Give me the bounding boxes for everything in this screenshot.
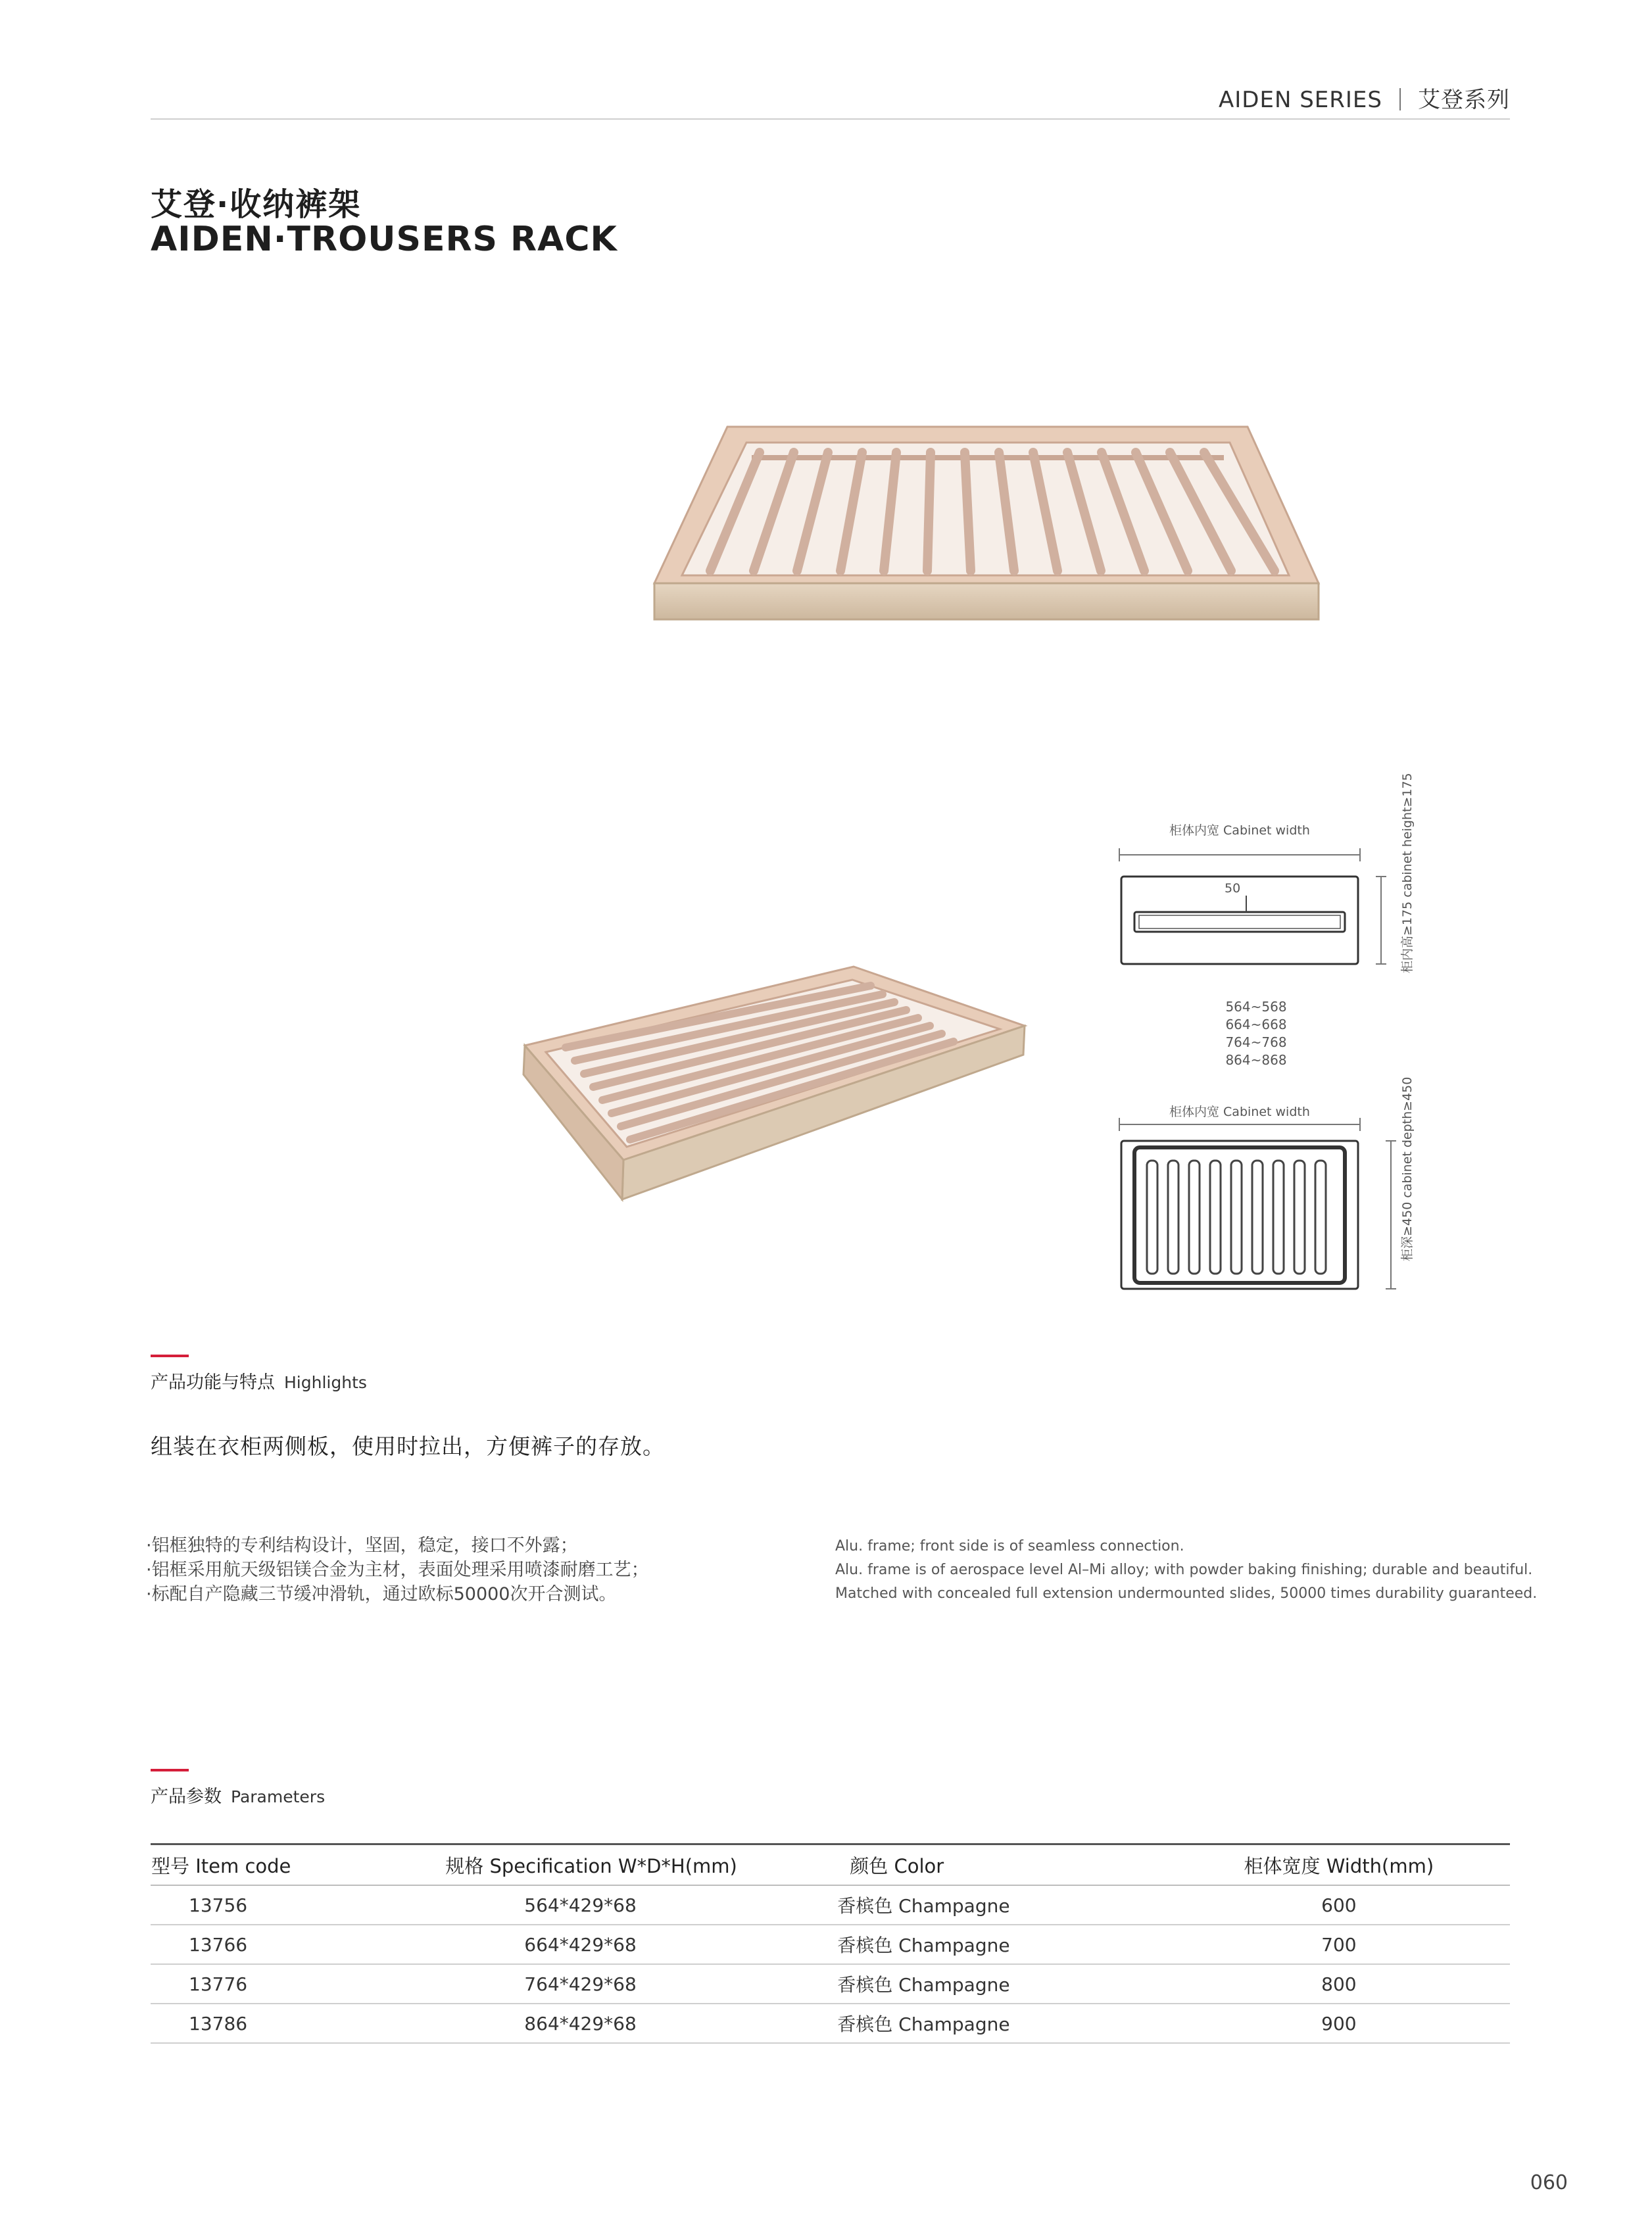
cell-specification: 864*429*68	[419, 2004, 837, 2043]
cell-color: 香槟色 Champagne	[837, 1885, 1167, 1925]
size-item: 664~668	[1225, 1017, 1287, 1032]
top-view-rods	[1147, 1161, 1326, 1274]
highlights-title-en: Highlights	[284, 1373, 367, 1392]
size-item: 764~768	[1225, 1034, 1287, 1050]
series-cn: 艾登系列	[1418, 87, 1510, 113]
page-number: 060	[1530, 2171, 1568, 2194]
features-cn	[146, 1533, 649, 1606]
highlights-intro: 组装在衣柜两侧板，使用时拉出，方便裤子的存放。	[151, 1433, 665, 1459]
product-photo-main	[641, 421, 1335, 638]
header-width: 柜体宽度 Width(mm)	[1168, 1844, 1510, 1886]
feature-en-item: Alu. frame; front side is of seamless connection.	[835, 1538, 1184, 1554]
size-item: 564~568	[1225, 999, 1287, 1015]
parameters-heading	[151, 1782, 325, 1808]
cell-specification: 564*429*68	[419, 1885, 837, 1925]
features-en	[835, 1535, 1537, 1606]
gap-value: 50	[1225, 881, 1241, 896]
size-item: 864~868	[1225, 1052, 1287, 1068]
parameters-title-cn: 产品参数	[151, 1787, 222, 1807]
table-row	[151, 2004, 1510, 2043]
product-title-en: AIDEN·TROUSERS RACK	[151, 220, 618, 259]
diagram-front-view	[1118, 835, 1434, 980]
header-color: 颜色 Color	[837, 1844, 1167, 1886]
cabinet-width-label-1: 柜体内宽 Cabinet width	[1169, 823, 1310, 838]
cell-width: 600	[1168, 1885, 1510, 1925]
rack-front-panel	[654, 583, 1319, 619]
cell-specification: 664*429*68	[419, 1925, 837, 1964]
table-row	[151, 1925, 1510, 1964]
highlights-title-cn: 产品功能与特点	[151, 1372, 275, 1393]
parameters-accent-bar	[151, 1769, 189, 1771]
cell-width: 900	[1168, 2004, 1510, 2043]
header-separator	[1399, 88, 1401, 110]
cell-color: 香槟色 Champagne	[837, 1925, 1167, 1964]
size-list	[1197, 998, 1315, 1069]
header-specification: 规格 Specification W*D*H(mm)	[419, 1844, 837, 1886]
cell-item-code: 13766	[151, 1925, 419, 1964]
highlights-accent-bar	[151, 1355, 189, 1357]
table-row	[151, 1964, 1510, 2004]
table-header-row	[151, 1844, 1510, 1886]
parameters-title-en: Parameters	[231, 1787, 326, 1806]
cell-color: 香槟色 Champagne	[837, 1964, 1167, 2004]
cabinet-height-label: 柜内高≥175 cabinet height≥175	[1400, 773, 1415, 973]
feature-cn-item: ·铝框采用航天级铝镁合金为主材，表面处理采用喷漆耐磨工艺；	[146, 1560, 649, 1580]
cell-width: 800	[1168, 1964, 1510, 2004]
cell-item-code: 13756	[151, 1885, 419, 1925]
cabinet-depth-label: 柜深≥450 cabinet depth≥450	[1400, 1076, 1415, 1261]
diagram-top-view	[1118, 1111, 1434, 1302]
cabinet-width-label-2: 柜体内宽 Cabinet width	[1169, 1105, 1310, 1119]
product-photo-angled	[520, 961, 1032, 1206]
header-divider	[151, 118, 1510, 120]
feature-cn-item: ·标配自产隐藏三节缓冲滑轨，通过欧标50000次开合测试。	[146, 1584, 617, 1604]
series-header	[1219, 82, 1510, 114]
feature-cn-item: ·铝框独特的专利结构设计，坚固，稳定，接口不外露；	[146, 1535, 578, 1556]
cell-width: 700	[1168, 1925, 1510, 1964]
cell-color: 香槟色 Champagne	[837, 2004, 1167, 2043]
parameters-table	[151, 1843, 1510, 2044]
cell-item-code: 13786	[151, 2004, 419, 2043]
header-item-code: 型号 Item code	[151, 1844, 419, 1886]
table-row	[151, 1885, 1510, 1925]
feature-en-item: Matched with concealed full extension undermounted slides, 50000 times durability guaranteed.	[835, 1585, 1538, 1602]
cell-item-code: 13776	[151, 1964, 419, 2004]
series-en: AIDEN SERIES	[1219, 87, 1382, 113]
product-title-cn: 艾登·收纳裤架	[151, 186, 362, 223]
cell-specification: 764*429*68	[419, 1964, 837, 2004]
highlights-heading	[151, 1368, 367, 1393]
feature-en-item: Alu. frame is of aerospace level Al–Mi alloy; with powder baking finishing; durable and beautiful.	[835, 1562, 1533, 1578]
